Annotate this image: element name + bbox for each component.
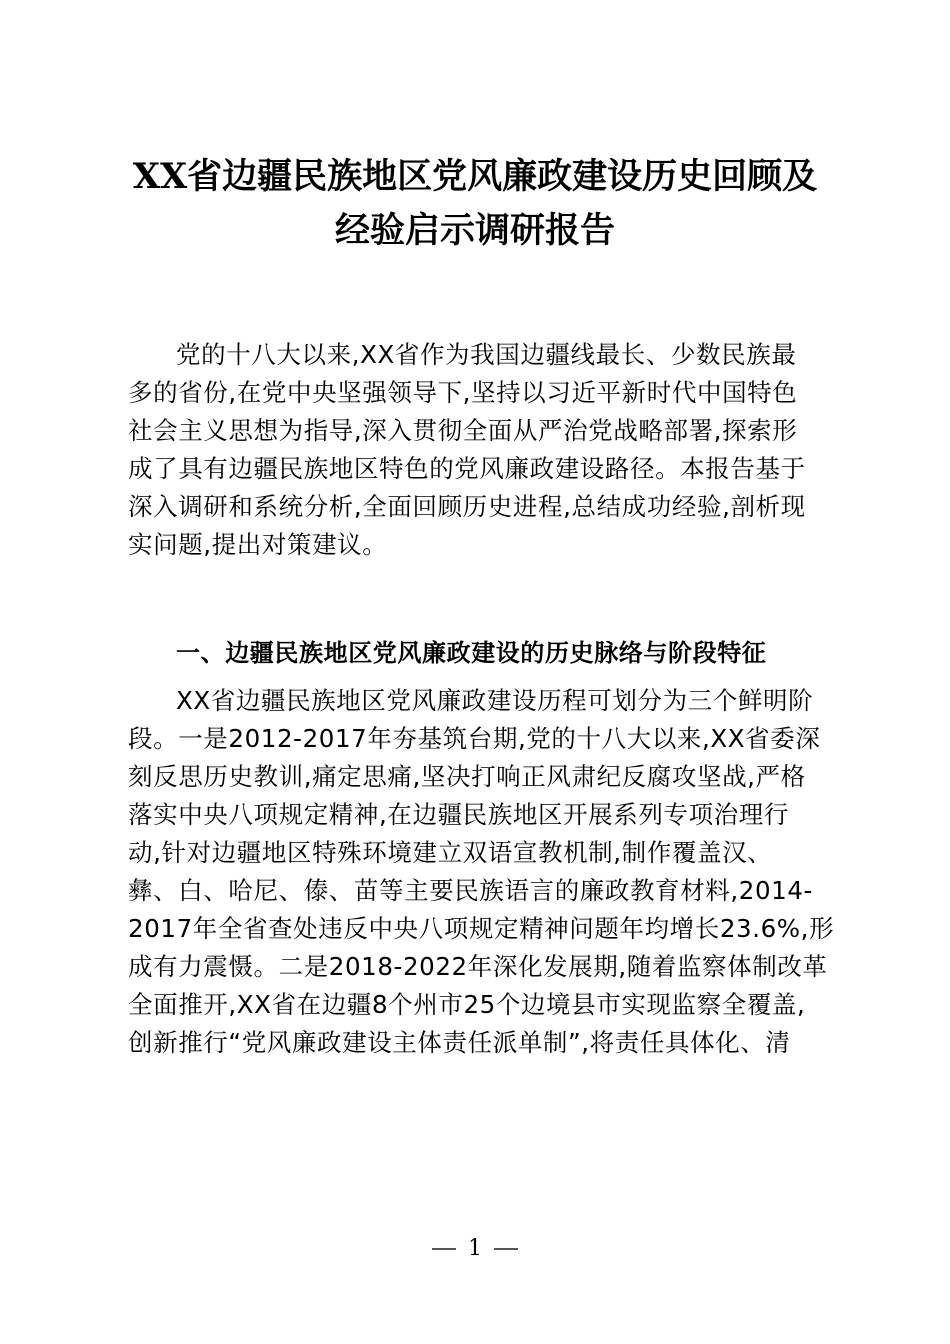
section-heading: 一、边疆民族地区党风廉政建设的历史脉络与阶段特征 xyxy=(176,639,767,667)
text-line: 多的省份,在党中央坚强领导下,坚持以习近平新时代中国特色 xyxy=(128,378,798,407)
title-line-2: 经验启示调研报告 xyxy=(334,210,615,251)
text-line: 社会主义思想为指导,深入贯彻全面从严治党战略部署,探索形 xyxy=(128,416,798,445)
document-title xyxy=(100,150,850,258)
text-line: 成有力震慑。二是2018-2022年深化发展期,随着监察体制改革 xyxy=(128,952,828,981)
title-line-1: XX省边疆民族地区党风廉政建设历史回顾及 xyxy=(132,156,818,197)
text-line: 段。一是2012-2017年夯基筑台期,党的十八大以来,XX省委深 xyxy=(128,724,821,753)
text-line: 动,针对边疆地区特殊环境建立双语宣教机制,制作覆盖汉、 xyxy=(128,838,773,867)
footer-dash-right xyxy=(494,1248,518,1250)
page-footer xyxy=(0,1236,950,1261)
text-line: 党的十八大以来,XX省作为我国边疆线最长、少数民族最 xyxy=(176,340,797,369)
text-line: 深入调研和系统分析,全面回顾历史进程,总结成功经验,剖析现 xyxy=(128,492,806,521)
text-line: 2017年全省查处违反中央八项规定精神问题年均增长23.6%,形 xyxy=(128,914,835,943)
text-line: 彝、白、哈尼、傣、苗等主要民族语言的廉政教育材料,2014- xyxy=(128,876,813,905)
page-number: 1 xyxy=(468,1236,482,1261)
footer-dash-left xyxy=(432,1248,456,1250)
text-line: XX省边疆民族地区党风廉政建设历程可划分为三个鲜明阶 xyxy=(176,686,814,715)
text-line: 全面推开,XX省在边疆8个州市25个边境县市实现监察全覆盖, xyxy=(128,990,806,1019)
text-line: 创新推行“党风廉政建设主体责任派单制”,将责任具体化、清 xyxy=(128,1028,791,1057)
text-line: 刻反思历史教训,痛定思痛,坚决打响正风肃纪反腐攻坚战,严格 xyxy=(128,762,806,791)
intro-paragraph xyxy=(128,336,828,564)
text-line: 成了具有边疆民族地区特色的党风廉政建设路径。本报告基于 xyxy=(128,454,806,483)
text-line: 落实中央八项规定精神,在边疆民族地区开展系列专项治理行 xyxy=(128,800,789,829)
section-heading-block xyxy=(128,634,828,672)
section-paragraph xyxy=(128,682,835,1062)
text-line: 实问题,提出对策建议。 xyxy=(128,530,388,559)
